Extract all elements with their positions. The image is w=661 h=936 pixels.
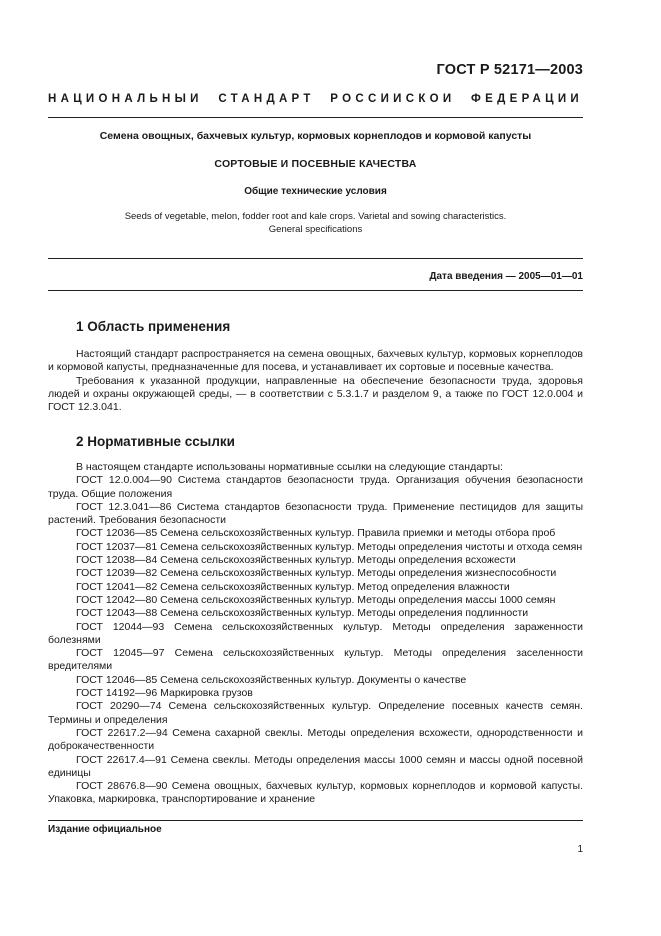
reference-item: ГОСТ 12043—88 Семена сельскохозяйственных культур. Методы определения подлинности bbox=[76, 607, 529, 620]
reference-item: ГОСТ 12.0.004—90 Система стандартов безопасности труда. Организация обучения безопасности труда. Общие положения bbox=[48, 474, 583, 500]
reference-item: ГОСТ 12036—85 Семена сельскохозяйственных культур. Правила приемки и методы отбора проб bbox=[76, 527, 556, 540]
english-title-line-1: Seeds of vegetable, melon, fodder root and kale crops. Varietal and sowing characteristics. bbox=[124, 211, 507, 222]
reference-item: ГОСТ 14192—96 Маркировка грузов bbox=[76, 687, 253, 700]
section-1-heading: 1 Область применения bbox=[76, 319, 231, 334]
reference-item: ГОСТ 12038—84 Семена сельскохозяйственных культур. Методы определения всхожести bbox=[76, 554, 516, 567]
reference-item: ГОСТ 12041—82 Семена сельскохозяйственных культур. Метод определения влажности bbox=[76, 580, 510, 593]
divider-date bbox=[48, 290, 583, 291]
divider-top bbox=[48, 117, 583, 118]
section-1-paragraph: Настоящий стандарт распространяется на семена овощных, бахчевых культур, кормовых корнеплодов и кормовой капусты, предназначенные для посева, и устанавливает их сортовые и посевные качества. bbox=[48, 348, 583, 374]
reference-item: ГОСТ 22617.4—91 Семена свеклы. Методы определения массы 1000 семян и массы одной посевной единицы bbox=[48, 753, 583, 779]
english-title bbox=[48, 210, 583, 236]
english-title-line-2: General specifications bbox=[268, 224, 363, 235]
reference-item: ГОСТ 22617.2—94 Семена сахарной свеклы. Методы определения всхожести, однородственности и доброкачественности bbox=[48, 726, 583, 753]
reference-item: ГОСТ 12037—81 Семена сельскохозяйственных культур. Методы определения чистоты и отхода семян bbox=[76, 540, 583, 553]
section-2-intro: В настоящем стандарте использованы нормативные ссылки на следующие стандарты: bbox=[76, 461, 503, 473]
divider-footer bbox=[48, 820, 583, 821]
section-1-paragraph: Требования к указанной продукции, направленные на обеспечение безопасности труда, здоровья людей и охраны окружающей среды, — в соответствии с 5.3.1.7 и разделом 9, а также по ГОСТ 12.0.004 и ГОСТ 12.3.041. bbox=[48, 374, 583, 414]
document-title-caps: СОРТОВЫЕ И ПОСЕВНЫЕ КАЧЕСТВА bbox=[214, 158, 417, 170]
page-number: 1 bbox=[577, 844, 583, 855]
reference-item: ГОСТ 12.3.041—86 Система стандартов безопасности труда. Применение пестицидов для защиты растений. Требования безопасности bbox=[48, 500, 583, 527]
reference-item: ГОСТ 12039—82 Семена сельскохозяйственных культур. Методы определения жизнеспособности bbox=[76, 567, 557, 580]
introduction-date: Дата введения — 2005—01—01 bbox=[429, 271, 583, 282]
reference-item: ГОСТ 12045—97 Семена сельскохозяйственных культур. Методы определения заселенности вредителями bbox=[48, 647, 583, 673]
reference-item: ГОСТ 12044—93 Семена сельскохозяйственных культур. Методы определения зараженности болезнями bbox=[48, 620, 583, 646]
reference-item: ГОСТ 12046—85 Семена сельскохозяйственных культур. Документы о качестве bbox=[76, 673, 467, 686]
reference-item: ГОСТ 20290—74 Семена сельскохозяйственных культур. Определение посевных качеств семян. Термины и определения bbox=[48, 700, 583, 726]
section-2-body bbox=[48, 461, 583, 807]
national-standard-banner: НАЦИОНАЛЬНЫЙ СТАНДАРТ РОССИЙСКОЙ ФЕДЕРАЦИИ bbox=[48, 93, 583, 105]
divider-title-bottom bbox=[48, 258, 583, 259]
document-title: Семена овощных, бахчевых культур, кормовых корнеплодов и кормовой капусты bbox=[99, 130, 532, 142]
section-2-heading: 2 Нормативные ссылки bbox=[76, 434, 235, 449]
section-1-body bbox=[48, 348, 583, 414]
document-subtitle: Общие технические условия bbox=[244, 186, 387, 197]
edition-note: Издание официальное bbox=[48, 824, 162, 835]
reference-item: ГОСТ 12042—80 Семена сельскохозяйственных культур. Методы определения массы 1000 семян bbox=[76, 593, 556, 606]
document-number: ГОСТ Р 52171—2003 bbox=[436, 62, 583, 78]
reference-item: ГОСТ 28676.8—90 Семена овощных, бахчевых культур, кормовых корнеплодов и кормовой капусты. Упаковка, маркировка, транспортирование и хранение bbox=[48, 780, 583, 806]
